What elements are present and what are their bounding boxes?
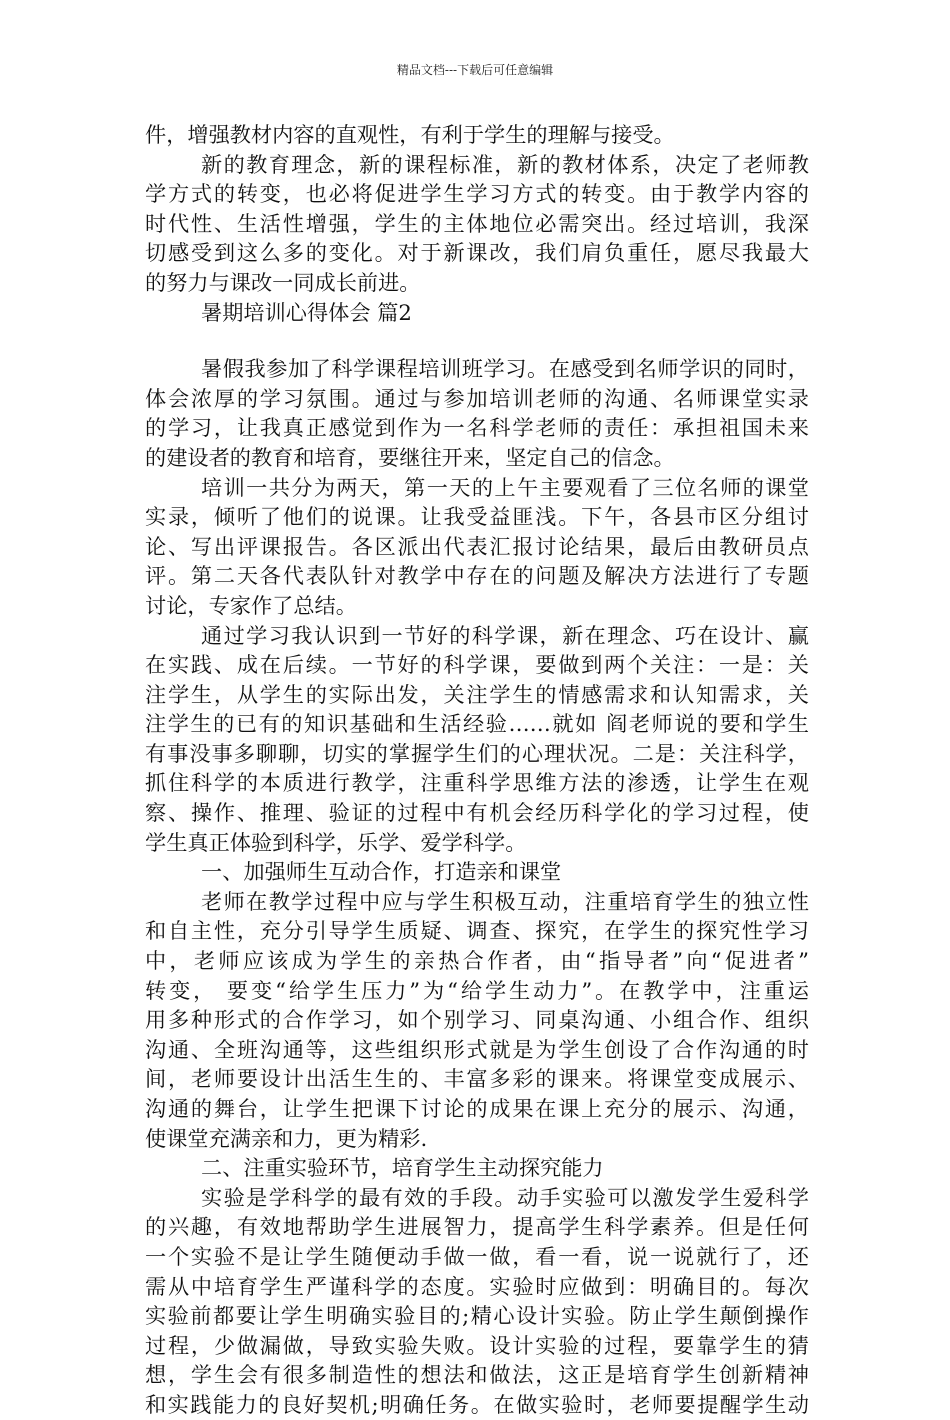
- text-line: 在实践、成在后续。一节好的科学课，要做到两个关注：一是：关: [145, 652, 809, 678]
- blank-line: [145, 327, 809, 354]
- text-line: 注学生的已有的知识基础和生活经验……就如 阎老师说的要和学生: [145, 711, 809, 737]
- text-line: 间，老师要设计出活生生的、丰富多彩的课来。将课堂变成展示、: [145, 1066, 809, 1092]
- text-line: 和实践能力的良好契机;明确任务。在做实验时，老师要提醒学生动: [145, 1391, 809, 1417]
- text-line: 的建设者的教育和培育，要继往开来，坚定自己的信念。: [145, 444, 675, 470]
- text-line: 时代性、生活性增强，学生的主体地位必需突出。经过培训，我深: [145, 210, 809, 236]
- text-line: 切感受到这么多的变化。对于新课改，我们肩负重任，愿尽我最大: [145, 240, 809, 266]
- text-line: 有事没事多聊聊，切实的掌握学生们的心理状况。二是：关注科学，: [145, 740, 809, 766]
- text-line: 评。第二天各代表队针对教学中存在的问题及解决方法进行了专题: [145, 563, 809, 589]
- text-line: 一、加强师生互动合作，打造亲和课堂: [201, 859, 562, 885]
- text-line: 中，老师应该成为学生的亲热合作者，由“指导者”向“促进者”: [145, 948, 809, 974]
- text-line: 一个实验不是让学生随便动手做一做，看一看，说一说就行了，还: [145, 1243, 809, 1269]
- text-line: 想，学生会有很多制造性的想法和做法，这正是培育学生创新精神: [145, 1362, 809, 1388]
- text-line: 察、操作、推理、验证的过程中有机会经历科学化的学习过程，使: [145, 800, 809, 826]
- text-line: 沟通、全班沟通等，这些组织形式就是为学生创设了合作沟通的时: [145, 1036, 809, 1062]
- text-line: 论、写出评课报告。各区派出代表汇报讨论结果，最后由教研员点: [145, 533, 809, 559]
- text-line: 通过学习我认识到一节好的科学课，新在理念、巧在设计、赢: [201, 622, 809, 648]
- text-line: 注学生，从学生的实际出发，关注学生的情感需求和认知需求，关: [145, 681, 809, 707]
- text-line: 过程，少做漏做，导致实验失败。设计实验的过程，要靠学生的猜: [145, 1332, 809, 1358]
- document-body: [145, 120, 809, 1420]
- text-line: 暑期培训心得体会 篇2: [201, 299, 412, 325]
- text-line: 件，增强教材内容的直观性，有利于学生的理解与接受。: [145, 122, 675, 147]
- page-header: 精品文档---下载后可任意编辑: [396, 63, 554, 77]
- text-line: 老师在教学过程中应与学生积极互动，注重培育学生的独立性: [201, 888, 809, 914]
- text-line: 使课堂充满亲和力，更为精彩.: [145, 1125, 428, 1151]
- text-line: 实验前都要让学生明确实验目的;精心设计实验。防止学生颠倒操作: [145, 1303, 809, 1329]
- text-line: 的努力与课改一同成长前进。: [145, 269, 421, 295]
- text-line: 转变， 要变“给学生压力”为“给学生动力”。在教学中，注重运: [145, 977, 809, 1003]
- text-line: 实验是学科学的最有效的手段。动手实验可以激发学生爱科学: [201, 1184, 809, 1210]
- text-line: 用多种形式的合作学习，如个别学习、同桌沟通、小组合作、组织: [145, 1007, 809, 1033]
- text-line: 抓住科学的本质进行教学，注重科学思维方法的渗透，让学生在观: [145, 770, 809, 796]
- text-line: 沟通的舞台，让学生把课下讨论的成果在课上充分的展示、沟通，: [145, 1096, 809, 1121]
- text-line: 和自主性，充分引导学生质疑、调查、探究，在学生的探究性学习: [145, 918, 809, 944]
- text-line: 新的教育理念，新的课程标准，新的教材体系，决定了老师教: [201, 151, 809, 177]
- text-line: 暑假我参加了科学课程培训班学习。在感受到名师学识的同时，: [201, 356, 809, 382]
- text-line: 二、注重实验环节，培育学生主动探究能力: [201, 1155, 604, 1181]
- text-line: 的兴趣，有效地帮助学生进展智力，提高学生科学素养。但是任何: [145, 1214, 809, 1240]
- text-line: 实录，倾听了他们的说课。让我受益匪浅。下午，各县市区分组讨: [145, 504, 809, 530]
- text-line: 讨论，专家作了总结。: [145, 592, 357, 618]
- text-line: 需从中培育学生严谨科学的态度。实验时应做到：明确目的。每次: [145, 1273, 809, 1299]
- text-line: 培训一共分为两天，第一天的上午主要观看了三位名师的课堂: [201, 474, 809, 500]
- text-line: 学方式的转变，也必将促进学生学习方式的转变。由于教学内容的: [145, 181, 809, 207]
- text-line: 学生真正体验到科学，乐学、爱学科学。: [145, 829, 527, 855]
- text-line: 体会浓厚的学习氛围。通过与参加培训老师的沟通、名师课堂实录: [145, 385, 809, 411]
- text-line: 的学习，让我真正感觉到作为一名科学老师的责任：承担祖国未来: [145, 415, 809, 441]
